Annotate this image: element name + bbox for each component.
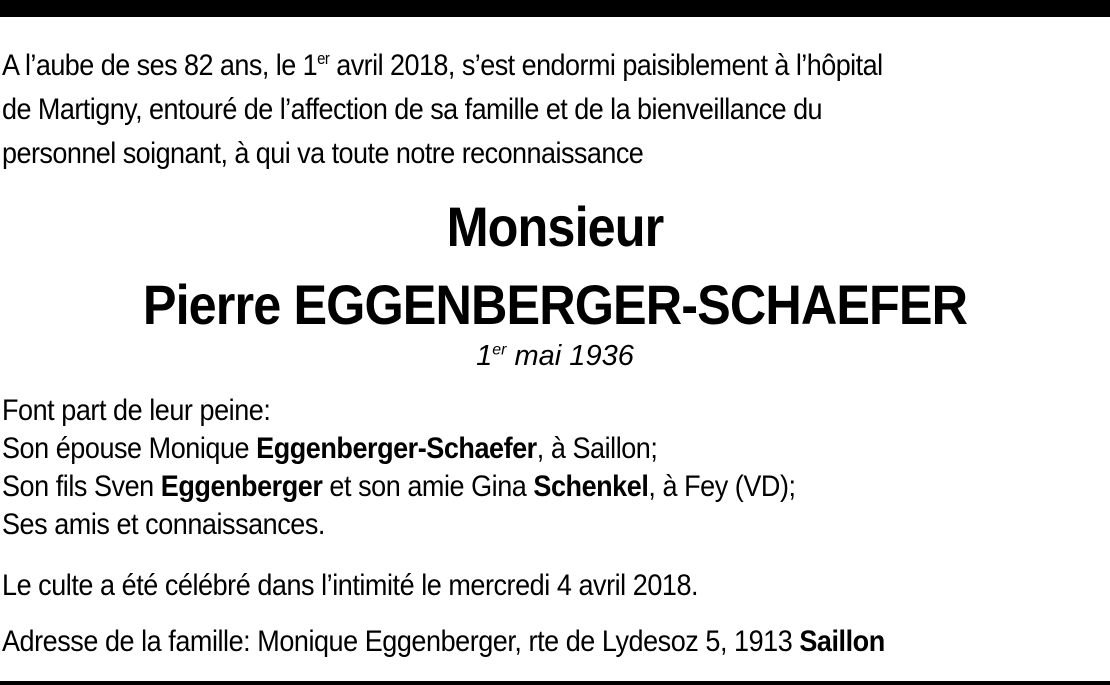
family-text: et son amie Gina <box>322 470 534 503</box>
top-rule <box>0 0 1110 17</box>
deceased-name: Pierre EGGENBERGER-SCHAEFER <box>142 273 968 336</box>
deceased-name-block <box>0 188 1110 344</box>
family-announcement <box>2 392 1082 544</box>
family-line-spouse <box>2 430 1082 468</box>
birth-ordinal-superscript: er <box>492 341 507 359</box>
ordinal-superscript: er <box>317 50 330 68</box>
family-surname: Eggenberger-Schaefer <box>256 432 537 465</box>
intro-line-2: de Martigny, entouré de l’affection de sa famille et de la bienveillance du <box>2 93 823 126</box>
intro-line-1 <box>2 44 997 88</box>
family-surname: Schenkel <box>533 470 649 503</box>
family-line-son <box>2 468 1082 506</box>
address-text: Adresse de la famille: Monique Eggenberger, rte de Lydesoz 5, 1913 <box>2 625 800 658</box>
family-text: Son épouse Monique <box>2 432 257 465</box>
birth-date <box>0 336 1110 376</box>
birth-day: 1 <box>476 340 493 372</box>
address-town: Saillon <box>799 625 885 658</box>
family-address <box>2 620 1109 664</box>
family-text: , à Fey (VD); <box>648 470 796 503</box>
family-surname: Eggenberger <box>160 470 323 503</box>
intro-text: A l’aube de ses 82 ans, le 1 <box>2 49 318 82</box>
funeral-service-notice: Le culte a été célébré dans l’intimité le mercredi 4 avril 2018. <box>2 569 699 602</box>
family-heading: Font part de leur peine: <box>2 394 271 427</box>
family-line-friends: Ses amis et connaissances. <box>2 508 325 541</box>
intro-line-3: personnel soignant, à qui va toute notre reconnaissance <box>2 137 644 170</box>
bottom-rule <box>0 681 1110 685</box>
deceased-title: Monsieur <box>446 195 664 258</box>
family-text: Son fils Sven <box>2 470 161 503</box>
intro-paragraph <box>2 44 997 176</box>
family-text: , à Saillon; <box>536 432 658 465</box>
birth-month-year: mai 1936 <box>506 340 634 372</box>
intro-text: avril 2018, s’est endormi paisiblement à l’hôpital <box>329 49 883 82</box>
